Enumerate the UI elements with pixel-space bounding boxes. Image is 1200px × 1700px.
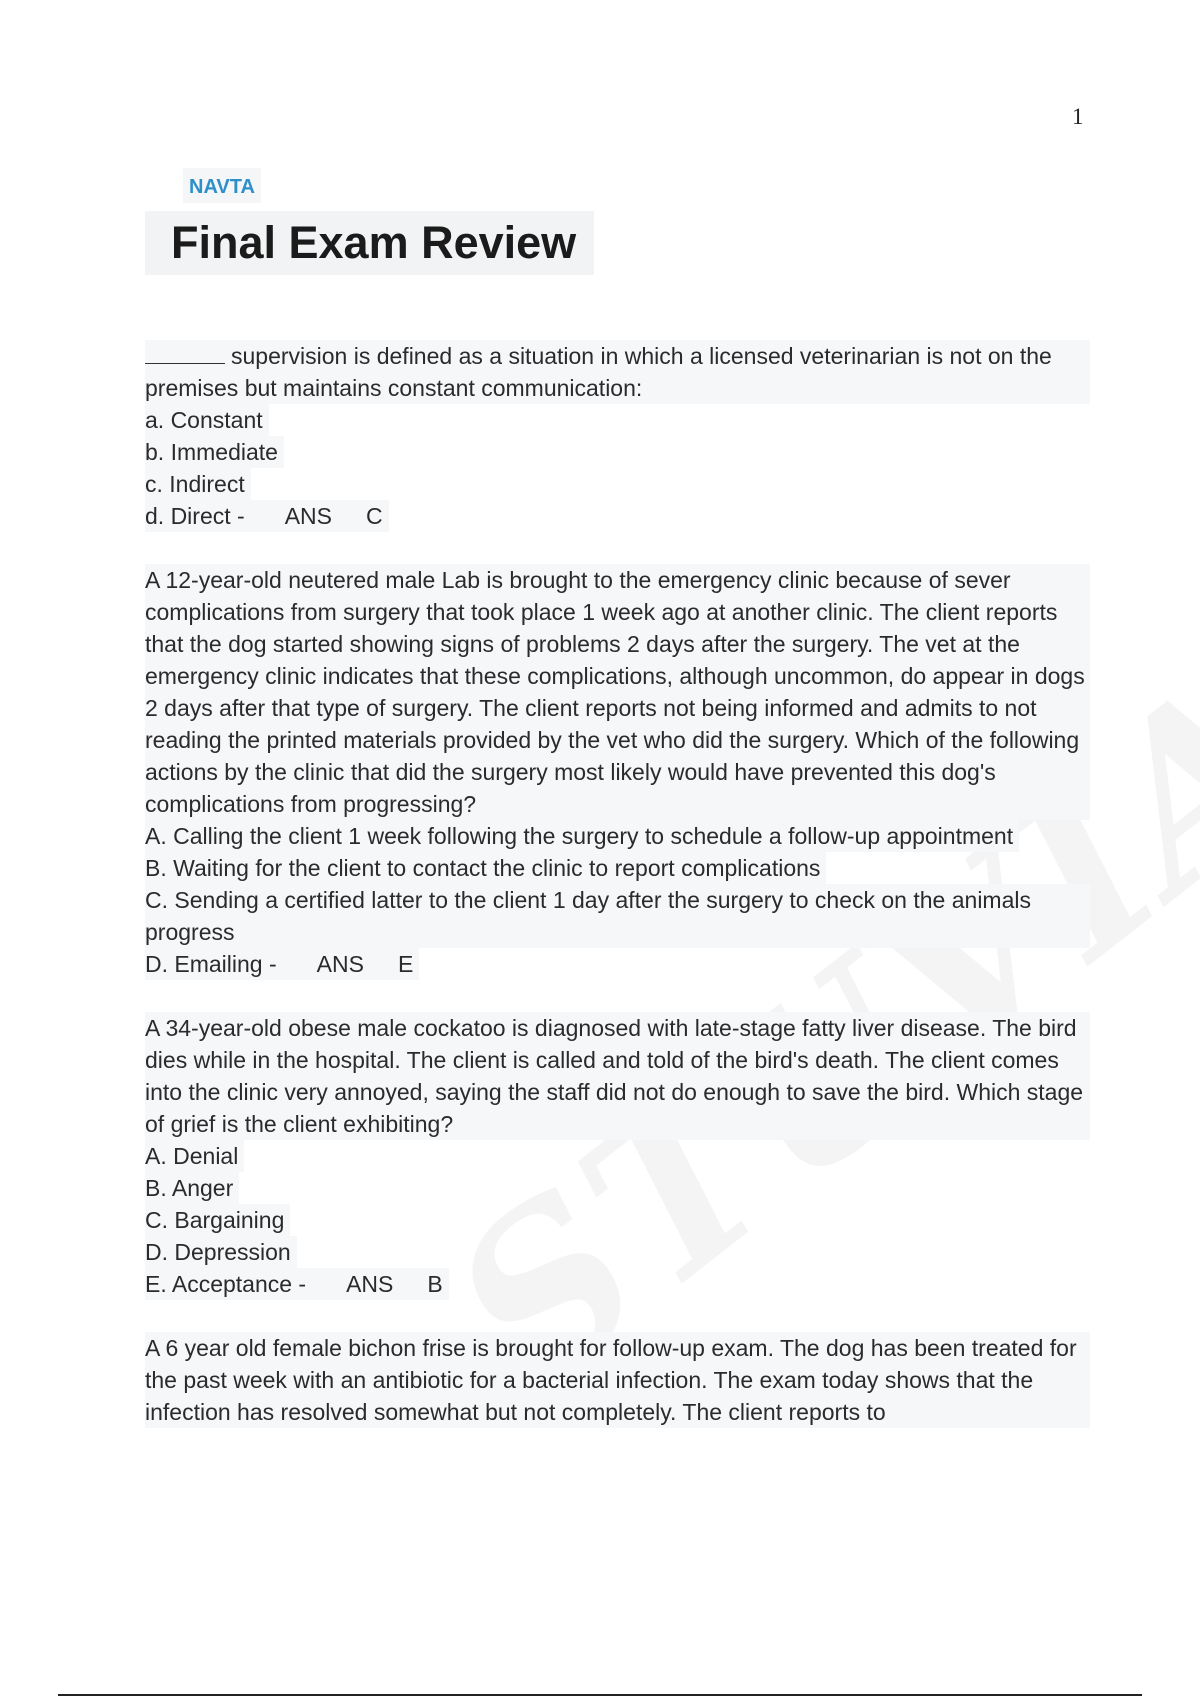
option-d: D. Depression xyxy=(145,1236,297,1268)
question-stem: A 12-year-old neutered male Lab is brought to the emergency clinic because of sever complications from surgery that took place 1 week ago at another clinic. The client reports that the dog started showing signs of problems 2 days after the surgery. The vet at the emergency clinic indicates that these complications, although uncommon, do appear in dogs 2 days after that type of surgery. The client reports not being informed and admits to not reading the printed materials provided by the vet who did the surgery. Which of the following actions by the clinic that did the surgery most likely would have prevented this dog's complications from progressing? xyxy=(145,564,1090,820)
org-label: NAVTA xyxy=(183,168,261,203)
page-bottom-rule xyxy=(58,1694,1142,1696)
question-4 xyxy=(145,1332,1090,1428)
option-c: c. Indirect xyxy=(145,468,251,500)
question-3 xyxy=(145,1012,1090,1300)
answer-label: ANS xyxy=(316,951,364,977)
answer-value: E xyxy=(397,951,414,977)
answer-label: ANS xyxy=(284,503,332,529)
answer-value: C xyxy=(365,503,383,529)
option-b: B. Waiting for the client to contact the clinic to report complications xyxy=(145,852,826,884)
answer-label: ANS xyxy=(346,1271,394,1297)
option-e-with-answer xyxy=(145,1268,449,1300)
question-2 xyxy=(145,564,1090,980)
option-d: d. Direct - xyxy=(145,503,245,529)
option-c: C. Sending a certified latter to the client 1 day after the surgery to check on the animals progress xyxy=(145,884,1090,948)
option-a: a. Constant xyxy=(145,404,269,436)
option-a: A. Calling the client 1 week following the surgery to schedule a follow-up appointment xyxy=(145,820,1019,852)
option-d-with-answer xyxy=(145,500,389,532)
option-b: B. Anger xyxy=(145,1172,239,1204)
option-c: C. Bargaining xyxy=(145,1204,290,1236)
question-1 xyxy=(145,340,1090,532)
question-stem: A 6 year old female bichon frise is brought for follow-up exam. The dog has been treated for the past week with an antibiotic for a bacterial infection. The exam today shows that the infection has resolved somewhat but not completely. The client reports to xyxy=(145,1332,1090,1428)
page-number: 1 xyxy=(1072,104,1084,129)
option-d-with-answer xyxy=(145,948,419,980)
option-b: b. Immediate xyxy=(145,436,284,468)
answer-value: B xyxy=(427,1271,443,1297)
option-d: D. Emailing - xyxy=(145,951,277,977)
question-stem: A 34-year-old obese male cockatoo is diagnosed with late-stage fatty liver disease. The bird dies while in the hospital. The client is called and told of the bird's death. The client comes into the clinic very annoyed, saying the staff did not do enough to save the bird. Which stage of grief is the client exhibiting? xyxy=(145,1012,1090,1140)
document-header xyxy=(145,168,594,275)
questions-list xyxy=(145,340,1090,1460)
document-title: Final Exam Review xyxy=(145,211,594,275)
question-stem xyxy=(145,340,1090,404)
option-e: E. Acceptance - xyxy=(145,1271,307,1297)
fill-in-blank xyxy=(145,341,225,364)
option-a: A. Denial xyxy=(145,1140,244,1172)
stem-text: supervision is defined as a situation in which a licensed veterinarian is not on the premises but maintains constant communication: xyxy=(145,343,1052,401)
